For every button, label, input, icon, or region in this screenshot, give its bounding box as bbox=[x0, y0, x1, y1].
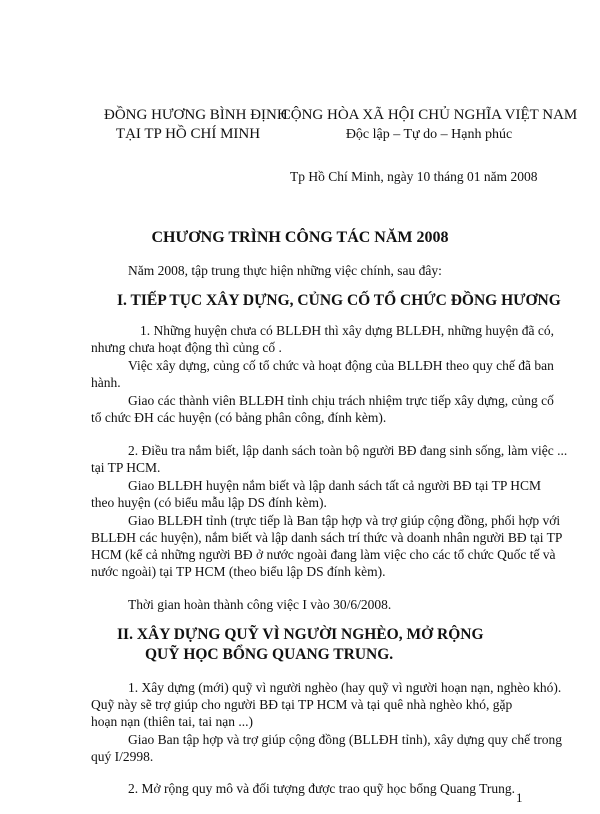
intro-text: Năm 2008, tập trung thực hiện những việc chính, sau đây: bbox=[128, 263, 442, 278]
section-2-heading-line1: II. XÂY DỰNG QUỸ VÌ NGƯỜI NGHÈO, MỞ RỘNG bbox=[117, 626, 484, 643]
organization-header bbox=[104, 106, 288, 144]
s1-p6-line4: nước ngoài) tại TP HCM (theo biểu lập DS đính kèm). bbox=[91, 564, 386, 579]
s1-p4-line2: tại TP HCM. bbox=[91, 460, 161, 475]
s1-p3-line2: tổ chức ĐH các huyện (có bảng phân công, đính kèm). bbox=[91, 410, 387, 425]
document-date: Tp Hồ Chí Minh, ngày 10 tháng 01 năm 2008 bbox=[290, 169, 538, 184]
section-1-heading: I. TIẾP TỤC XÂY DỰNG, CỦNG CỐ TỔ CHỨC ĐỒNG HƯƠNG bbox=[117, 292, 561, 309]
org-location-line: TẠI TP HỒ CHÍ MINH bbox=[115, 126, 261, 142]
s2-p2-line2: quý I/2998. bbox=[91, 749, 154, 764]
s2-p1-line1: 1. Xây dựng (mới) quỹ vì người nghèo (hay quỹ vì người hoạn nạn, nghèo khó). bbox=[128, 680, 562, 695]
s1-p2-line2: hành. bbox=[91, 375, 121, 390]
section-2-heading-line2: QUỸ HỌC BỔNG QUANG TRUNG. bbox=[145, 646, 394, 663]
s1-p3-line1: Giao các thành viên BLLĐH tỉnh chịu trách nhiệm trực tiếp xây dựng, củng cố bbox=[128, 393, 554, 408]
document-title: CHƯƠNG TRÌNH CÔNG TÁC NĂM 2008 bbox=[151, 229, 449, 246]
s1-p4-line1: 2. Điều tra nắm biết, lập danh sách toàn bộ người BĐ đang sinh sống, làm việc ... bbox=[128, 443, 568, 458]
s2-p1-line3: hoạn nạn (thiên tai, tai nạn ...) bbox=[91, 714, 253, 729]
s1-p2-line1: Việc xây dựng, củng cố tổ chức và hoạt động của BLLĐH theo quy chế đã ban bbox=[128, 358, 554, 373]
s1-p6-line1: Giao BLLĐH tỉnh (trực tiếp là Ban tập hợp và trợ giúp cộng đồng, phối hợp với bbox=[128, 513, 561, 528]
national-title: CỘNG HÒA XÃ HỘI CHỦ NGHĨA VIỆT NAM bbox=[280, 107, 578, 123]
national-motto: Độc lập – Tự do – Hạnh phúc bbox=[345, 127, 513, 142]
s1-p6-line2: BLLĐH các huyện), nắm biết và lập danh sách trí thức và doanh nhân người BĐ tại TP bbox=[91, 530, 563, 545]
s2-p3: 2. Mở rộng quy mô và đối tượng được trao quỹ học bổng Quang Trung. bbox=[128, 781, 516, 796]
org-name-line: ĐỒNG HƯƠNG BÌNH ĐỊNH bbox=[104, 107, 288, 123]
s1-p6-line3: HCM (kể cả những người BĐ ở nước ngoài đang làm việc cho các tổ chức Quốc tế và bbox=[91, 547, 556, 562]
s1-p1-line1: 1. Những huyện chưa có BLLĐH thì xây dựng BLLĐH, những huyện đã có, bbox=[140, 323, 554, 338]
s1-p5-line1: Giao BLLĐH huyện nắm biết và lập danh sách tất cả người BĐ tại TP HCM bbox=[128, 478, 542, 493]
s1-p1-line2: nhưng chưa hoạt động thì củng cố . bbox=[91, 340, 282, 355]
page-number: 1 bbox=[516, 790, 523, 805]
s2-p2-line1: Giao Ban tập hợp và trợ giúp cộng đồng (BLLĐH tỉnh), xây dựng quy chế trong bbox=[128, 732, 563, 747]
s2-p1-line2: Quỹ này sẽ trợ giúp cho người BĐ tại TP HCM và tại quê nhà nghèo khó, gặp bbox=[91, 697, 513, 712]
national-header bbox=[278, 106, 580, 144]
s1-p5-line2: theo huyện (có biểu mẫu lập DS đính kèm). bbox=[91, 495, 327, 510]
s1-deadline: Thời gian hoàn thành công việc I vào 30/6/2008. bbox=[128, 597, 392, 612]
